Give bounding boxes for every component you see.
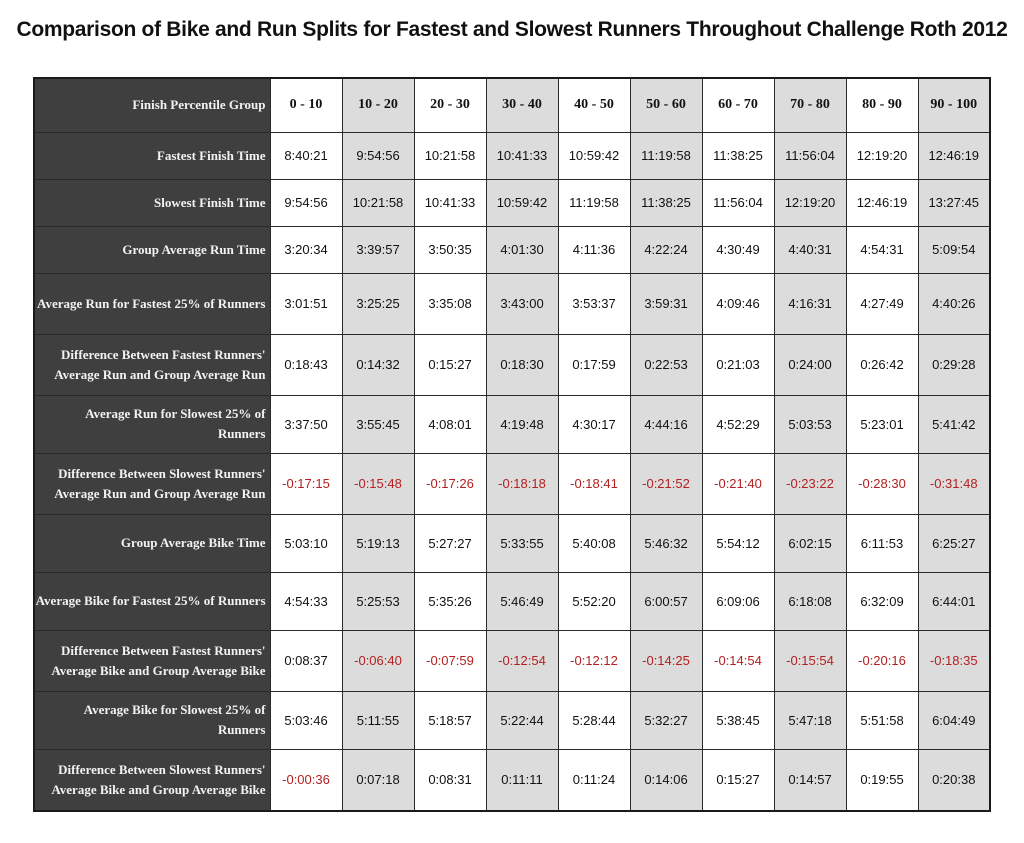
table-cell: 6:44:01 (918, 572, 990, 630)
table-cell: 0:08:31 (414, 749, 486, 811)
table-cell: -0:18:41 (558, 453, 630, 514)
table-cell: 0:14:57 (774, 749, 846, 811)
table-cell: 0:14:06 (630, 749, 702, 811)
column-header: 80 - 90 (846, 78, 918, 132)
table-cell: 5:23:01 (846, 395, 918, 453)
table-cell: 5:09:54 (918, 226, 990, 273)
table-cell: 11:38:25 (702, 132, 774, 179)
table-cell: 0:29:28 (918, 334, 990, 395)
table-cell: 3:59:31 (630, 273, 702, 334)
table-cell: 5:19:13 (342, 514, 414, 572)
table-cell: -0:07:59 (414, 630, 486, 691)
row-label: Group Average Run Time (34, 226, 270, 273)
table-cell: -0:14:25 (630, 630, 702, 691)
table-cell: -0:20:16 (846, 630, 918, 691)
table-cell: 11:19:58 (558, 179, 630, 226)
table-cell: 0:18:30 (486, 334, 558, 395)
table-cell: -0:21:52 (630, 453, 702, 514)
table-cell: -0:14:54 (702, 630, 774, 691)
table-row (34, 453, 990, 514)
table-row (34, 514, 990, 572)
table-cell: 6:11:53 (846, 514, 918, 572)
table-cell: -0:21:40 (702, 453, 774, 514)
table-cell: 6:25:27 (918, 514, 990, 572)
table-cell: 5:25:53 (342, 572, 414, 630)
table-cell: 0:14:32 (342, 334, 414, 395)
table-cell: 5:18:57 (414, 691, 486, 749)
table-cell: -0:18:18 (486, 453, 558, 514)
table-cell: 5:54:12 (702, 514, 774, 572)
header-label: Finish Percentile Group (34, 78, 270, 132)
row-label: Slowest Finish Time (34, 179, 270, 226)
table-cell: 3:37:50 (270, 395, 342, 453)
table-cell: 12:46:19 (918, 132, 990, 179)
table-cell: 4:09:46 (702, 273, 774, 334)
table-row (34, 691, 990, 749)
table-cell: 4:01:30 (486, 226, 558, 273)
table-cell: -0:15:54 (774, 630, 846, 691)
table-row (34, 572, 990, 630)
column-header: 20 - 30 (414, 78, 486, 132)
table-cell: 4:27:49 (846, 273, 918, 334)
table-cell: -0:12:12 (558, 630, 630, 691)
table-cell: 3:55:45 (342, 395, 414, 453)
table-cell: 3:01:51 (270, 273, 342, 334)
table-cell: 3:20:34 (270, 226, 342, 273)
table-cell: 5:51:58 (846, 691, 918, 749)
column-header: 30 - 40 (486, 78, 558, 132)
row-label: Average Bike for Slowest 25% of Runners (34, 691, 270, 749)
table-cell: 3:39:57 (342, 226, 414, 273)
table-cell: 5:47:18 (774, 691, 846, 749)
splits-table (33, 77, 991, 812)
table-cell: 5:22:44 (486, 691, 558, 749)
table-row (34, 334, 990, 395)
table-cell: 5:28:44 (558, 691, 630, 749)
row-label: Average Bike for Fastest 25% of Runners (34, 572, 270, 630)
table-cell: 4:52:29 (702, 395, 774, 453)
table-cell: 9:54:56 (342, 132, 414, 179)
table-row (34, 749, 990, 811)
table-cell: 6:32:09 (846, 572, 918, 630)
page-title: Comparison of Bike and Run Splits for Fastest and Slowest Runners Throughout Challenge Roth 2012 (16, 18, 1008, 41)
table-cell: 0:15:27 (414, 334, 486, 395)
table-cell: 0:24:00 (774, 334, 846, 395)
column-header: 60 - 70 (702, 78, 774, 132)
table-cell: 0:20:38 (918, 749, 990, 811)
table-cell: 6:18:08 (774, 572, 846, 630)
table-cell: 10:59:42 (558, 132, 630, 179)
table-cell: 5:27:27 (414, 514, 486, 572)
table-cell: 4:11:36 (558, 226, 630, 273)
table-cell: 0:11:24 (558, 749, 630, 811)
table-cell: 6:00:57 (630, 572, 702, 630)
column-header: 50 - 60 (630, 78, 702, 132)
table-cell: 12:19:20 (846, 132, 918, 179)
column-header: 0 - 10 (270, 78, 342, 132)
table-cell: 9:54:56 (270, 179, 342, 226)
table-cell: 6:04:49 (918, 691, 990, 749)
table-cell: -0:23:22 (774, 453, 846, 514)
column-header: 10 - 20 (342, 78, 414, 132)
table-cell: -0:17:26 (414, 453, 486, 514)
row-label: Fastest Finish Time (34, 132, 270, 179)
table-cell: 0:26:42 (846, 334, 918, 395)
table-cell: 4:19:48 (486, 395, 558, 453)
table-cell: 5:40:08 (558, 514, 630, 572)
table-cell: 6:02:15 (774, 514, 846, 572)
table-cell: 11:19:58 (630, 132, 702, 179)
table-row (34, 630, 990, 691)
table-cell: 10:21:58 (414, 132, 486, 179)
table-cell: 6:09:06 (702, 572, 774, 630)
table-row (34, 226, 990, 273)
table-row (34, 132, 990, 179)
table-cell: 4:40:26 (918, 273, 990, 334)
table-cell: 5:38:45 (702, 691, 774, 749)
table-cell: 5:46:49 (486, 572, 558, 630)
table-row (34, 273, 990, 334)
table-cell: -0:31:48 (918, 453, 990, 514)
row-label: Difference Between Slowest Runners' Average Bike and Group Average Bike (34, 749, 270, 811)
row-label: Difference Between Fastest Runners' Average Run and Group Average Run (34, 334, 270, 395)
table-cell: 4:08:01 (414, 395, 486, 453)
table-cell: 10:41:33 (486, 132, 558, 179)
table-cell: 4:22:24 (630, 226, 702, 273)
table-cell: -0:17:15 (270, 453, 342, 514)
table-cell: 4:54:33 (270, 572, 342, 630)
table-cell: 5:32:27 (630, 691, 702, 749)
table-cell: 0:11:11 (486, 749, 558, 811)
table-cell: 11:56:04 (702, 179, 774, 226)
table-cell: 12:46:19 (846, 179, 918, 226)
table-cell: 0:08:37 (270, 630, 342, 691)
table-cell: 3:35:08 (414, 273, 486, 334)
row-label: Difference Between Fastest Runners' Average Bike and Group Average Bike (34, 630, 270, 691)
table-cell: 0:17:59 (558, 334, 630, 395)
table-cell: 11:38:25 (630, 179, 702, 226)
table-cell: 5:46:32 (630, 514, 702, 572)
table-cell: 5:11:55 (342, 691, 414, 749)
table-cell: 10:59:42 (486, 179, 558, 226)
table-cell: 5:35:26 (414, 572, 486, 630)
column-header: 40 - 50 (558, 78, 630, 132)
table-cell: 3:53:37 (558, 273, 630, 334)
table-cell: 3:50:35 (414, 226, 486, 273)
table-cell: 4:16:31 (774, 273, 846, 334)
table-cell: 8:40:21 (270, 132, 342, 179)
table-cell: 5:52:20 (558, 572, 630, 630)
column-header: 70 - 80 (774, 78, 846, 132)
table-cell: 3:43:00 (486, 273, 558, 334)
table-cell: 10:21:58 (342, 179, 414, 226)
table-cell: 4:30:49 (702, 226, 774, 273)
table-cell: 12:19:20 (774, 179, 846, 226)
table-cell: -0:18:35 (918, 630, 990, 691)
table-row (34, 395, 990, 453)
table-cell: 10:41:33 (414, 179, 486, 226)
table-cell: 0:19:55 (846, 749, 918, 811)
row-label: Average Run for Slowest 25% of Runners (34, 395, 270, 453)
table-cell: 0:07:18 (342, 749, 414, 811)
table-cell: -0:15:48 (342, 453, 414, 514)
table-row (34, 179, 990, 226)
table-cell: 4:30:17 (558, 395, 630, 453)
table-cell: -0:00:36 (270, 749, 342, 811)
row-label: Group Average Bike Time (34, 514, 270, 572)
table-cell: 4:40:31 (774, 226, 846, 273)
table-cell: -0:12:54 (486, 630, 558, 691)
table-cell: 0:21:03 (702, 334, 774, 395)
table-cell: 5:33:55 (486, 514, 558, 572)
table-cell: 5:41:42 (918, 395, 990, 453)
table-cell: 11:56:04 (774, 132, 846, 179)
table-cell: 5:03:46 (270, 691, 342, 749)
table-cell: 4:54:31 (846, 226, 918, 273)
table-cell: 13:27:45 (918, 179, 990, 226)
table-cell: 5:03:10 (270, 514, 342, 572)
table-cell: -0:06:40 (342, 630, 414, 691)
header-row (34, 78, 990, 132)
table-cell: -0:28:30 (846, 453, 918, 514)
table-cell: 0:15:27 (702, 749, 774, 811)
table-cell: 0:18:43 (270, 334, 342, 395)
table-cell: 3:25:25 (342, 273, 414, 334)
row-label: Average Run for Fastest 25% of Runners (34, 273, 270, 334)
table-cell: 0:22:53 (630, 334, 702, 395)
column-header: 90 - 100 (918, 78, 990, 132)
table-cell: 5:03:53 (774, 395, 846, 453)
table-cell: 4:44:16 (630, 395, 702, 453)
row-label: Difference Between Slowest Runners' Average Run and Group Average Run (34, 453, 270, 514)
